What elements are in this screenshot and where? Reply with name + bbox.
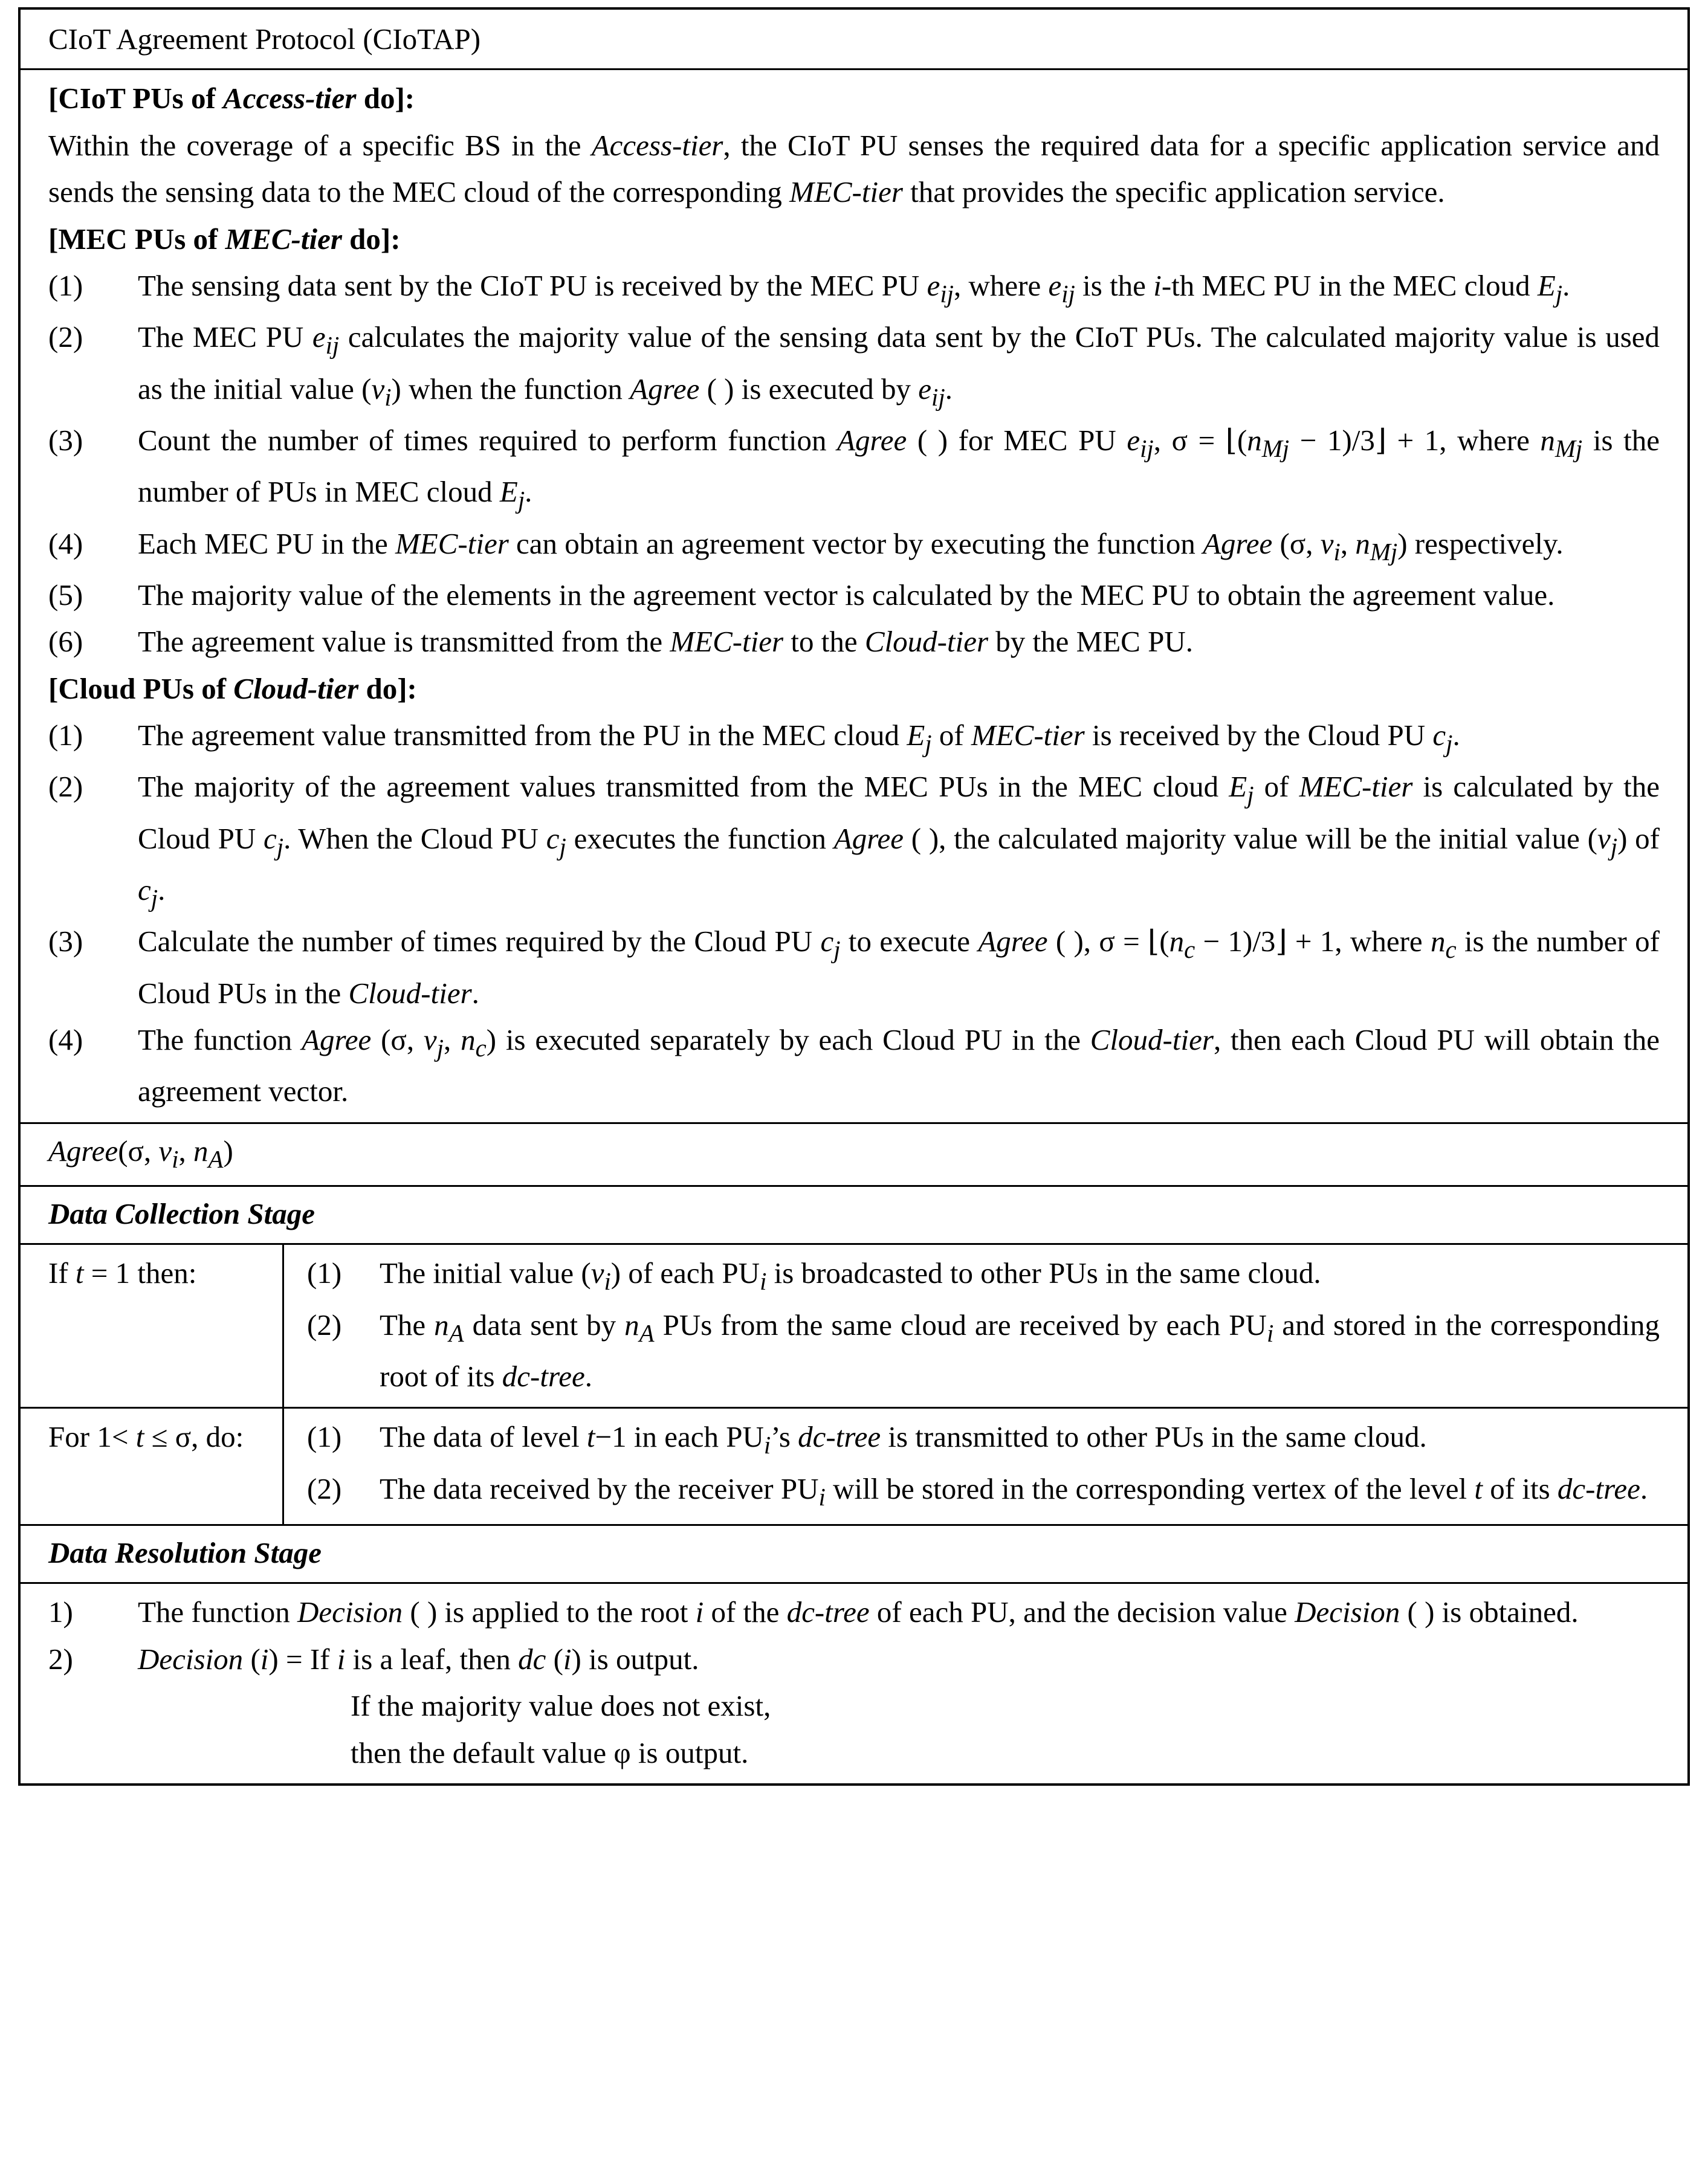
collection-row-t1 [21, 1243, 1687, 1407]
step-text: The agreement value is transmitted from the MEC-tier to the Cloud-tier by the MEC PU. [138, 625, 1193, 659]
mec-step-5 [48, 572, 1660, 618]
step-number: (3) [48, 925, 83, 958]
agree-function-signature: Agree(σ, $v_i$, $n_A$) [21, 1122, 1687, 1185]
step-number: (4) [48, 526, 83, 560]
collection-row-loop [21, 1407, 1687, 1524]
step-text: The function Decision ( ) is applied to the root i of the dc-tree of each PU, and the decision value Decision ( ) is obtained. [138, 1595, 1579, 1629]
condition-cell: If t = 1 then: [21, 1245, 284, 1407]
collection-step [307, 1465, 1660, 1517]
step-text: Calculate the number of times required by the Cloud PU $c_j$ to execute Agree ( ), $\sigma = ⌊(n_c$ − 1)/3⌋ + 1, where $n_c$ is the number of Cloud PUs in the Cloud-tier. [138, 925, 1660, 1010]
resolution-step-2 [48, 1636, 1660, 1776]
step-number: (2) [48, 320, 83, 354]
step-text: Count the number of times required to perform function Agree ( ) for MEC PU $e_{ij}$, $\sigma = ⌊(n_{Mj}$ − 1)/3⌋ + 1, where $n_{Mj}$ is the number of PUs in MEC cloud $E_j$. [138, 423, 1660, 514]
mec-step-3 [48, 417, 1660, 520]
mec-step-1 [48, 262, 1660, 314]
condition-steps-cell [284, 1245, 1687, 1407]
step-text: The data of level t−1 in each $PU_i’s$ dc-tree is transmitted to other PUs in the same cloud. [380, 1420, 1427, 1459]
collection-step [307, 1413, 1660, 1465]
step-text: The initial value $(v_i)$ of each $PU_i$ is broadcasted to other PUs in the same cloud. [380, 1256, 1321, 1296]
step-number: (1) [48, 719, 83, 752]
mec-step-4 [48, 520, 1660, 572]
cloud-step-3 [48, 918, 1660, 1016]
step-text: The $n_A$ data sent by $n_A$ PUs from the same cloud are received by each $PU_i$ and stored in the corresponding root of its dc-tree. [380, 1308, 1660, 1393]
step-number: (1) [48, 269, 83, 303]
step-text: The data received by the receiver $PU_i$ will be stored in the corresponding vertex of the level t of its dc-tree. [380, 1471, 1648, 1511]
data-resolution-stage-heading: Data Resolution Stage [21, 1524, 1687, 1582]
step-number: 1) [48, 1595, 73, 1629]
step-number: (2) [48, 770, 83, 804]
protocol-body [21, 68, 1687, 1122]
step-text [138, 1636, 1660, 1776]
resolution-step-1 [48, 1589, 1660, 1635]
decision-case-line: If the majority value does not exist, [351, 1689, 771, 1723]
step-text: The function Agree (σ, $v_j$, $n_c$) is executed separately by each Cloud PU in the Cloud-tier, then each Cloud PU will obtain the agreement vector. [138, 1022, 1660, 1108]
step-number: (3) [48, 423, 83, 457]
protocol-table [18, 7, 1690, 1786]
step-number: (5) [48, 578, 83, 612]
step-number: (2) [307, 1471, 342, 1505]
mec-step-2 [48, 314, 1660, 417]
step-number: (6) [48, 625, 83, 659]
resolution-body [21, 1582, 1687, 1783]
step-text: The majority of the agreement values transmitted from the MEC PUs in the MEC cloud $E_j$ of MEC-tier is calculated by the Cloud PU $c_j$. When the Cloud PU $c_j$ executes the function Agree ( ), the calculated majority value will be the initial value $(v_j)$ of $c_j$. [138, 770, 1660, 912]
step-text: The MEC PU $e_{ij}$ calculates the majority value of the sensing data sent by the CIoT PUs. The calculated majority value is used as the initial value $(v_i)$ when the function Agree ( ) is executed by $e_{ij}$. [138, 320, 1660, 411]
condition-cell: For 1< t ≤ σ, do: [21, 1409, 284, 1524]
collection-step [307, 1302, 1660, 1400]
cloud-step-2 [48, 763, 1660, 918]
cloud-step-1 [48, 712, 1660, 763]
step-text: The sensing data sent by the CIoT PU is received by the MEC PU $e_{ij}$, where $e_{ij}$ is the i-th MEC PU in the MEC cloud $E_j$. [138, 269, 1570, 308]
mec-step-6 [48, 618, 1660, 665]
table-title: CIoT Agreement Protocol (CIoTAP) [48, 22, 481, 56]
step-number: (1) [307, 1256, 342, 1290]
data-collection-stage-heading: Data Collection Stage [21, 1185, 1687, 1243]
condition-steps-cell [284, 1409, 1687, 1524]
decision-case-line: then the default value φ is output. [351, 1736, 749, 1769]
step-number: (2) [307, 1308, 342, 1342]
cloud-step-4 [48, 1016, 1660, 1115]
collection-step [307, 1250, 1660, 1301]
access-tier-text: Within the coverage of a specific BS in the Access-tier, the CIoT PU senses the required data for a specific application service and sends the sensing data to the MEC cloud of the corresponding MEC-tier that provides the specific application service. [48, 128, 1660, 209]
decision-definition: Decision (i) = If i is a leaf, then dc (i) is output. [138, 1642, 699, 1676]
step-text: The agreement value transmitted from the PU in the MEC cloud $E_j$ of MEC-tier is received by the Cloud PU $c_j$. [138, 719, 1460, 757]
step-text: Each MEC PU in the MEC-tier can obtain an agreement vector by executing the function Agree (σ, $v_i$, $n_{Mj}$) respectively. [138, 526, 1564, 566]
access-tier-header: [CIoT PUs of Access-tier do]: [48, 82, 415, 115]
mec-tier-header: [MEC PUs of MEC-tier do]: [48, 222, 401, 256]
cloud-tier-header: [Cloud PUs of Cloud-tier do]: [48, 671, 417, 705]
step-text: The majority value of the elements in the agreement vector is calculated by the MEC PU to obtain the agreement value. [138, 578, 1555, 612]
step-number: (4) [48, 1022, 83, 1056]
step-number: 2) [48, 1642, 73, 1676]
step-number: (1) [307, 1420, 342, 1454]
